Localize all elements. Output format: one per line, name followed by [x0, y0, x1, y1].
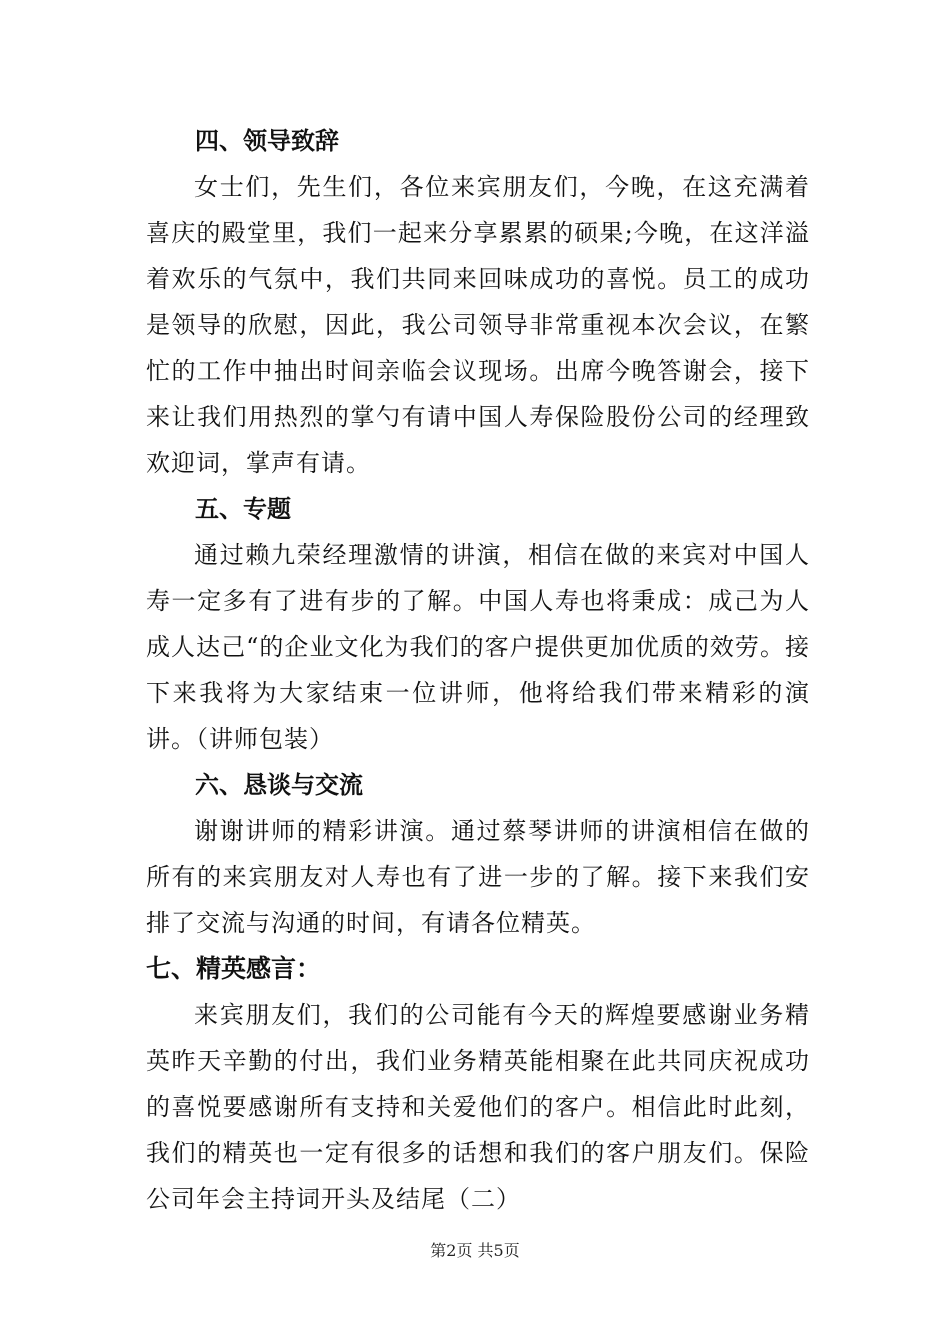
section-heading-elite-remarks: 七、精英感言： — [146, 954, 322, 983]
section-heading-topic: 五、专题 — [195, 495, 291, 523]
section-paragraph-exchange: 谢谢讲师的精彩讲演。通过蔡琴讲师的讲演相信在做的所有的来宾朋友对人寿也有了进一步的了解。接下来我们安排了交流与沟通的时间，有请各位精英。 — [146, 817, 810, 937]
document-body — [146, 118, 810, 1222]
section-paragraph-leader-speech: 女士们，先生们，各位来宾朋友们，今晚，在这充满着喜庆的殿堂里，我们一起来分享累累的硕果;今晚，在这洋溢着欢乐的气氛中，我们共同来回味成功的喜悦。员工的成功是领导的欣慰，因此，我公司领导非常重视本次会议，在繁忙的工作中抽出时间亲临会议现场。出席今晚答谢会，接下来让我们用热烈的掌勺有请中国人寿保险股份公司的经理致欢迎词，掌声有请。 — [146, 173, 810, 477]
section-heading-exchange: 六、恳谈与交流 — [195, 771, 363, 799]
section-heading-leader-speech: 四、领导致辞 — [195, 127, 339, 155]
section-paragraph-elite-remarks: 来宾朋友们，我们的公司能有今天的辉煌要感谢业务精英昨天辛勤的付出，我们业务精英能相聚在此共同庆祝成功的喜悦要感谢所有支持和关爱他们的客户。相信此时此刻，我们的精英也一定有很多的话想和我们的客户朋友们。保险公司年会主持词开头及结尾（二） — [146, 1001, 810, 1213]
section-paragraph-topic: 通过赖九荣经理激情的讲演，相信在做的来宾对中国人寿一定多有了进有步的了解。中国人寿也将秉成：成己为人成人达己“的企业文化为我们的客户提供更加优质的效劳。接下来我将为大家结束一位讲师，他将给我们带来精彩的演讲。（讲师包装） — [146, 541, 810, 753]
page-footer: 第2页 共5页 — [430, 1241, 520, 1260]
